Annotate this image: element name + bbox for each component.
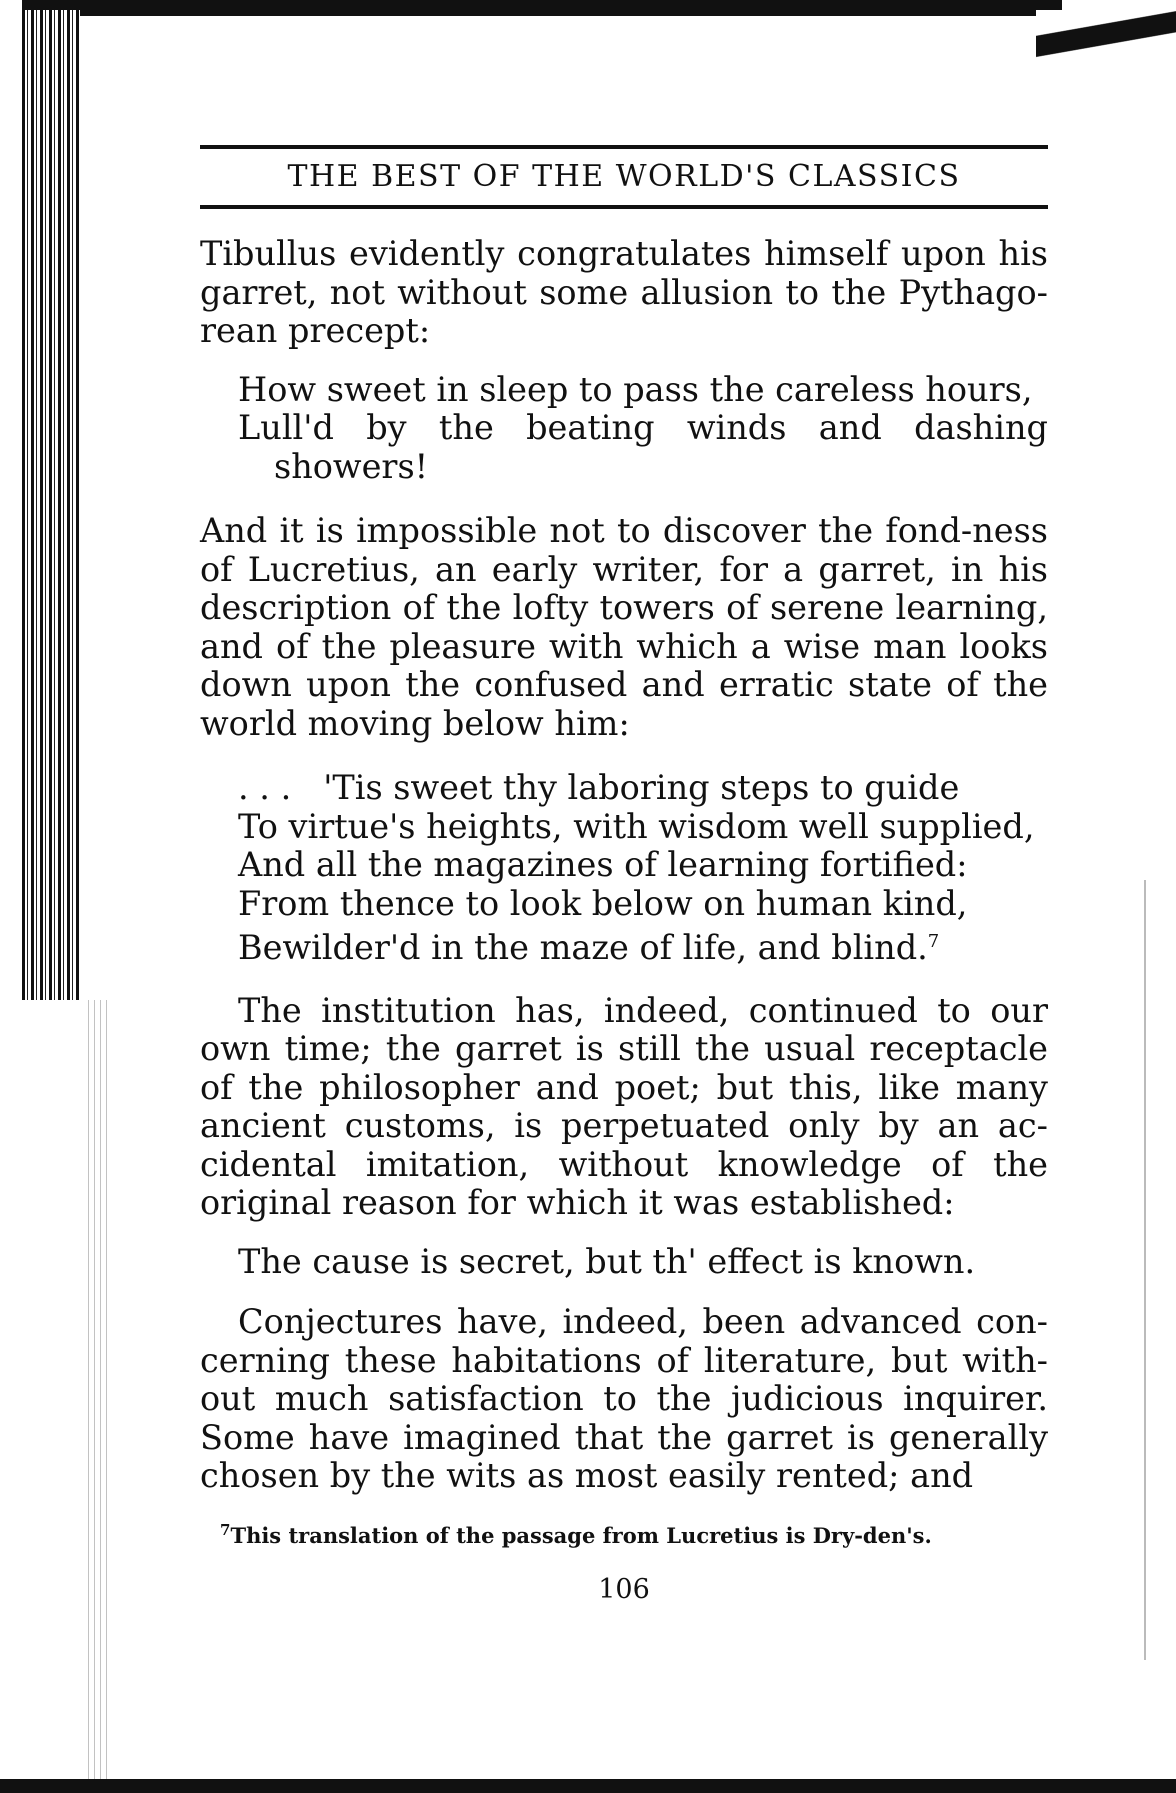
paragraph-lucretius: And it is impossible not to discover the fond-ness of Lucretius, an early writer, for a garret, in his description of the lofty towers of serene learning, and of the pleasure with which a wise man looks down upon the confused and erratic state of the world moving below him:: [200, 511, 1048, 743]
verse-tibullus: [200, 371, 1048, 487]
verse-line: Lull'd by the beating winds and dashing: [238, 408, 1048, 447]
verse-line: [238, 923, 1048, 968]
scan-right-edge: [1144, 880, 1146, 1660]
page-number: 106: [598, 1573, 650, 1605]
paragraph-tibullus: Tibullus evidently congratulates himself upon his garret, not without some allusion to the Pythago-rean precept:: [200, 234, 1048, 350]
scan-binding-shadow: [88, 1000, 108, 1780]
verse-line: showers!: [274, 446, 429, 486]
footnote-text: This translation of the passage from Lucretius is Dry-den's.: [230, 1522, 932, 1548]
verse-line: The cause is secret, but th' effect is known.: [238, 1241, 976, 1281]
verse-line-text: Bewilder'd in the maze of life, and blind.: [238, 928, 928, 968]
verse-lucretius: [200, 769, 1048, 968]
verse-line: To virtue's heights, with wisdom well supplied,: [238, 806, 1035, 846]
footnote-reference: 7: [927, 931, 940, 952]
book-page: [200, 145, 1048, 1605]
verse-cause: [200, 1243, 1048, 1282]
running-head: THE BEST OF THE WORLD'S CLASSICS: [287, 159, 961, 194]
footnote-mark: 7: [220, 1520, 231, 1539]
verse-line: . . . 'Tis sweet thy laboring steps to guide: [238, 768, 960, 807]
scan-corner-fold: [1036, 10, 1176, 70]
paragraph-institution: The institution has, indeed, continued to our own time; the garret is still the usual receptacle of the philosopher and poet; but this, like many ancient customs, is perpetuated only by an ac-cidental imitation, without knowledge of the original reason for which it was established:: [200, 990, 1048, 1223]
scan-bottom-edge: [0, 1779, 1176, 1793]
verse-line: From thence to look below on human kind,: [238, 883, 968, 923]
footnote: [200, 1516, 1048, 1550]
paragraph-conjectures: Conjectures have, indeed, been advanced con-cerning these habitations of literature, but with-out much satisfaction to the judicious inquirer. Some have imagined that the garret is generally chosen by the wits as most easily rented; and: [200, 1302, 1048, 1496]
scan-top-edge: [22, 0, 1062, 16]
verse-line: How sweet in sleep to pass the careless hours,: [238, 369, 1033, 409]
scan-binding-edge: [22, 10, 80, 1000]
verse-line: And all the magazines of learning fortified:: [238, 845, 968, 884]
header-rule-bottom: [200, 205, 1048, 209]
